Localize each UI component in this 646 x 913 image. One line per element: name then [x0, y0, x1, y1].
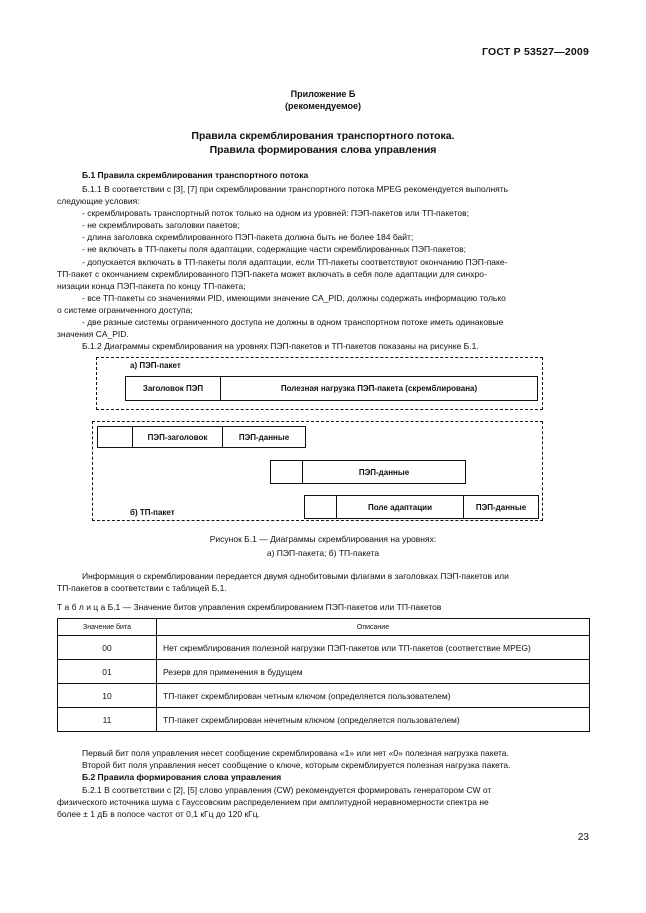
standard-number: ГОСТ Р 53527—2009 — [481, 46, 589, 58]
row3-ts-header-box — [304, 495, 337, 519]
table-caption-prefix: Т а б л и ц а Б.1 — — [57, 602, 132, 612]
label-ts-packet: б) ТП-пакет — [130, 508, 175, 517]
text-line: - не скремблировать заголовки пакетов; — [82, 220, 240, 231]
row1-pes-data-label: ПЭП-данные — [238, 432, 290, 442]
text-line: Б.1.2 Диаграммы скремблирования на уровнях ПЭП-пакетов и ТП-пакетов показаны на рисунке Б.1. — [82, 341, 479, 352]
row2-ts-header-box — [270, 460, 303, 484]
text-line: низации конца ПЭП-пакета по концу ТП-пакета; — [57, 280, 246, 291]
text-line: - все ТП-пакеты со значениями PID, имеющими значение CA_PID, должны содержать информацию только — [82, 292, 506, 303]
table-row — [58, 636, 590, 660]
table-header-row — [58, 619, 590, 636]
text-line: ТП-пакет с окончанием скремблированного ПЭП-пакета может включать в себя поле адаптации для синхро- — [57, 268, 487, 279]
col-value-header: Значение бита — [58, 619, 157, 636]
pes-header-label: Заголовок ПЭП — [142, 384, 204, 393]
description-cell: Резерв для применения в будущем — [157, 660, 590, 684]
description-cell: ТП-пакет скремблирован нечетным ключом (определяется пользователем) — [157, 708, 590, 732]
row1-pes-header-box — [132, 426, 223, 448]
text-line: Б.1.1 В соответствии с [3], [7] при скремблировании транспортного потока MPEG рекомендуется выполнять — [82, 184, 509, 194]
pes-payload-box — [220, 376, 538, 401]
section-b2-line2: физического источника шума с Гауссовским распределением при амплитудной неравномерности спектра не — [57, 797, 489, 807]
row3-pes-data-box — [463, 495, 539, 519]
text-line: - не включать в ТП-пакеты поля адаптации, содержащие части скремблированных ПЭП-пакетов; — [82, 244, 466, 255]
section-b1-title: Б.1 Правила скремблирования транспортного потока — [82, 170, 309, 180]
adaptation-field-box — [336, 495, 464, 519]
info-text-line2: ТП-пакетов в соответствии с таблицей Б.1. — [57, 583, 227, 593]
scrambling-bits-table — [57, 618, 590, 732]
table-caption — [57, 602, 441, 612]
figure-caption-line2: а) ПЭП-пакета; б) ТП-пакета — [266, 548, 380, 558]
table-row — [58, 708, 590, 732]
bit-value-cell: 11 — [58, 708, 157, 732]
text-line: следующие условия: — [57, 196, 140, 207]
row2-pes-data-box — [302, 460, 466, 484]
after-table-line2: Второй бит поля управления несет сообщение о ключе, которым скремблируется полезная нагрузка пакета. — [82, 760, 511, 770]
bit-value-cell: 01 — [58, 660, 157, 684]
description-cell: ТП-пакет скремблирован четным ключом (определяется пользователем) — [157, 684, 590, 708]
section-b2-line1: Б.2.1 В соответствии с [2], [5] слово управления (CW) рекомендуется формировать генератором CW от — [82, 785, 492, 795]
pes-payload-label: Полезная нагрузка ПЭП-пакета (скремблирована) — [280, 384, 478, 393]
ts-header-box — [97, 426, 133, 448]
after-table-line1: Первый бит поля управления несет сообщение скремблирована «1» или нет «0» полезная нагрузка пакета. — [82, 748, 509, 758]
page-number: 23 — [577, 832, 589, 843]
row3-pes-data-label: ПЭП-данные — [475, 502, 527, 512]
section-b2-title: Б.2 Правила формирования слова управления — [82, 772, 282, 782]
row2-pes-data-label: ПЭП-данные — [358, 467, 410, 477]
table-caption-text: Значение битов управления скремблированием ПЭП-пакетов или ТП-пакетов — [133, 602, 442, 612]
label-pes-packet: а) ПЭП-пакет — [130, 361, 181, 370]
table-row — [58, 660, 590, 684]
text-line: - длина заголовка скремблированного ПЭП-пакета должна быть не более 184 байт; — [82, 232, 414, 243]
heading-line2: Правила формирования слова управления — [209, 144, 437, 156]
text-line: - допускается включать в ТП-пакеты поля адаптации, если ТП-пакеты соответствуют окончанию ПЭП-паке- — [82, 256, 508, 267]
bit-value-cell: 00 — [58, 636, 157, 660]
text-line: - две разные системы ограниченного доступа не должны в одном транспортном потоке иметь одинаковые — [82, 317, 504, 328]
table-row — [58, 684, 590, 708]
heading-line1: Правила скремблирования транспортного потока. — [191, 130, 455, 142]
section-b2-line3: более ± 1 дБ в полосе частот от 0,1 кГц до 120 кГц. — [57, 809, 261, 819]
appendix-subtitle: (рекомендуемое) — [285, 101, 361, 111]
figure-caption-line1: Рисунок Б.1 — Диаграммы скремблирования на уровнях: — [209, 534, 437, 544]
text-line: о системе ограниченного доступа; — [57, 304, 193, 315]
text-line: - скремблировать транспортный поток только на одном из уровней: ПЭП-пакетов или ТП-пакетов; — [82, 208, 470, 219]
text-line: значения CA_PID. — [57, 329, 129, 340]
info-text-line1: Информация о скремблировании передается двумя однобитовыми флагами в заголовках ПЭП-пакетов или — [82, 571, 509, 581]
col-desc-header: Описание — [157, 619, 590, 636]
row1-pes-data-box — [222, 426, 306, 448]
section-b1-body — [57, 183, 590, 352]
adaptation-field-label: Поле адаптации — [367, 502, 432, 512]
row1-pes-header-label: ПЭП-заголовок — [147, 432, 208, 442]
appendix-title: Приложение Б — [290, 89, 356, 99]
bit-value-cell: 10 — [58, 684, 157, 708]
description-cell: Нет скремблирования полезной нагрузки ПЭП-пакетов или ТП-пакетов (соответствие MPEG) — [157, 636, 590, 660]
pes-header-box — [125, 376, 221, 401]
